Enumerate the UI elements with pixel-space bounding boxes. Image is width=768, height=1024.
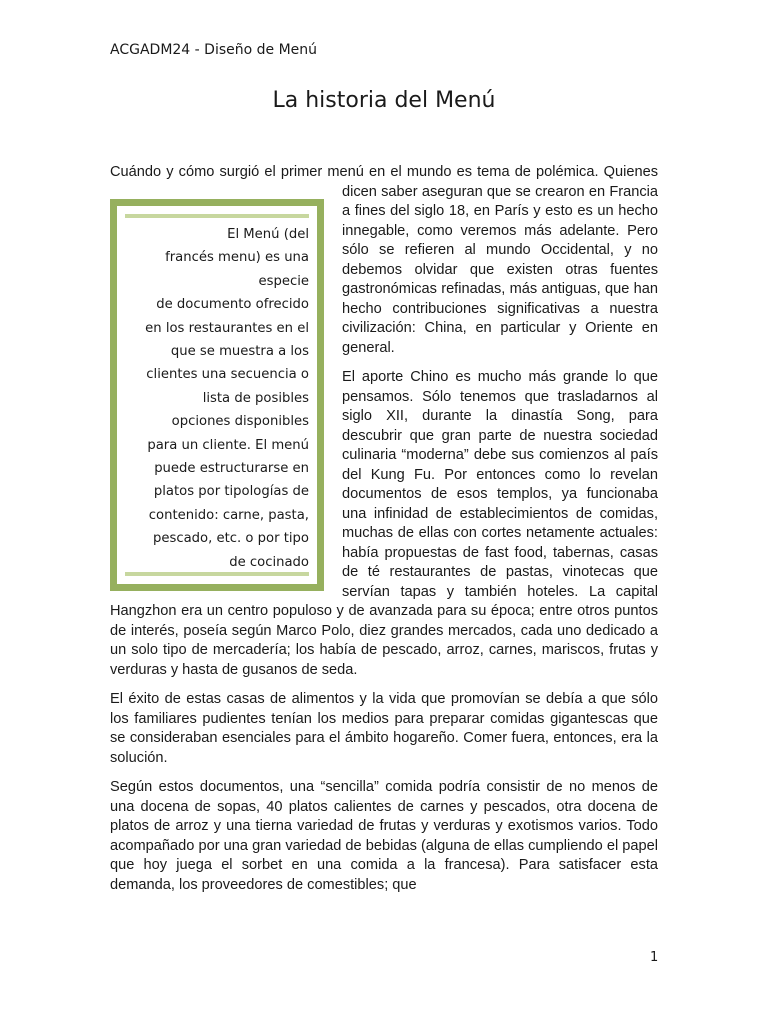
sidebar-top-rule <box>125 214 309 218</box>
quote-line: pescado, etc. o por tipo <box>152 531 309 547</box>
paragraph: Según estos documentos, una “sencilla” comida podría consistir de no menos de una docena de sopas, 40 platos calientes de carnes y pescados, otra docena de platos de arroz y una tierna variedad de frutas y verduras y exotismos varios. Todo acompañado por una gran variedad de bebidas (alguna de ellas cumpliendo el papel que hoy juega el sorbet en una comida a la francesa). Para satisfacer esta demanda, los proveedores de comestibles; que <box>110 779 658 893</box>
quote-line: lista de posibles <box>202 390 309 406</box>
quote-line: para un cliente. El menú <box>147 437 309 453</box>
sidebar-quote-inner <box>117 206 317 584</box>
paragraph: Cuándo y cómo surgió el primer menú en el mundo es tema de polémica. Quienes dicen saber aseguran que se crearon en Francia a fines del siglo 18, en París y esto es un hecho innegable, como veremos más adelante. Pero sólo se refieren al mundo Occidental, y no debemos olvidar que existen otras fuentes gastronómicas refinadas, más antiguas, que han hecho contribuciones significativas a nuestra civilización: China, en particular y Oriente en general. <box>110 164 658 356</box>
page-title: La historia del Menú <box>272 88 496 113</box>
paragraph: El éxito de estas casas de alimentos y la vida que promovían se debía a que sólo los familiares pudientes tenían los medios para preparar comidas gigantescas que se consideraban esenciales para el ámbito hogareño. Comer fuera, entonces, era la solución. <box>110 691 658 766</box>
sidebar-quote-box <box>110 199 324 591</box>
quote-line: de documento ofrecido <box>156 297 309 313</box>
quote-line: platos por tipologías de <box>153 484 309 500</box>
sidebar-bottom-rule <box>125 572 309 576</box>
quote-line: contenido: carne, pasta, <box>148 507 309 523</box>
quote-line: El Menú (del <box>227 227 309 242</box>
sidebar-quote-text <box>125 223 309 574</box>
quote-line: opciones disponibles <box>171 414 309 430</box>
quote-line: de cocinado <box>229 554 309 570</box>
paragraph: El aporte Chino es mucho más grande lo que pensamos. Sólo tenemos que trasladarnos al siglo XII, durante la dinastía Song, para descubrir que gran parte de nuestra sociedad culinaria “moderna” debe sus comienzos al país del Kung Fu. Por entonces como lo revelan documentos de esos templos, ya funcionaba una infinidad de establecimientos de comidas, muchas de ellas con cortes netamente actuales: había propuestas de fast food, tabernas, casas de té restaurantes de pastas, vinotecas que servían tapas y también hoteles. La capital Hangzhon era un centro populoso y de avanzada para su época; entre otros puntos de interés, poseía según Marco Polo, diez grandes mercados, cada uno dedicado a un solo tipo de mercadería; los había de pescado, arroz, carnes, mariscos, frutas y verduras y hasta de gusanos de seda. <box>110 369 658 678</box>
quote-line: clientes una secuencia o <box>146 367 309 383</box>
page-number: 1 <box>650 950 659 965</box>
quote-line: en los restaurantes en el <box>145 320 309 336</box>
document-body <box>110 163 658 905</box>
quote-line: que se muestra a los <box>170 344 309 360</box>
document-header: ACGADM24 - Diseño de Menú <box>110 42 318 58</box>
quote-line: francés menu) es una <box>165 250 309 266</box>
quote-line: especie <box>258 273 309 289</box>
quote-line: puede estructurarse en <box>154 461 309 477</box>
